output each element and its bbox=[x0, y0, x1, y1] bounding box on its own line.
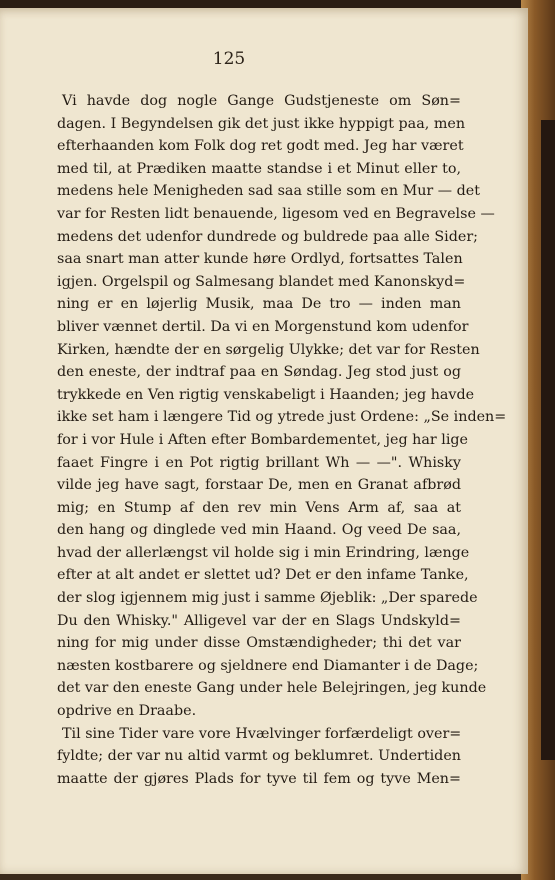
text-line: medens hele Menigheden sad saa stille som en Mur — det bbox=[57, 183, 481, 200]
body-text bbox=[57, 90, 507, 790]
text-line: ning for mig under disse Omstændigheder; thi det var bbox=[57, 635, 461, 652]
text-line: med til, at Prædiken maatte standse i et Minut eller to, bbox=[57, 160, 461, 177]
text-line: Vi havde dog nogle Gange Gudstjeneste om Søn= bbox=[62, 93, 461, 109]
text-line: var for Resten lidt benauende, ligesom ved en Begravelse — bbox=[57, 205, 495, 222]
text-line: den hang og dinglede ved min Haand. Og veed De saa, bbox=[57, 522, 461, 539]
text-line: hvad der allerlængst vil holde sig i min Erindring, længe bbox=[57, 544, 470, 561]
text-line: Du den Whisky." Alligevel var der en Slags Undskyld= bbox=[57, 612, 461, 629]
text-line: medens det udenfor dundrede og buldrede paa alle Sider; bbox=[57, 228, 478, 245]
text-line: ning er en løjerlig Musik, maa De tro — inden man bbox=[57, 296, 461, 313]
text-line: igjen. Orgelspil og Salmesang blandet med Kanonskyd= bbox=[57, 273, 466, 290]
text-line: opdrive en Draabe. bbox=[57, 703, 197, 720]
text-line: saa snart man atter kunde høre Ordlyd, fortsattes Talen bbox=[57, 251, 463, 268]
text-line: der slog igjennem mig just i samme Øjeblik: „Der sparede bbox=[57, 590, 478, 607]
book-page bbox=[0, 8, 528, 874]
text-line: næsten kostbarere og sjeldnere end Diamanter i de Dage; bbox=[57, 657, 479, 674]
book-spine-shadow bbox=[541, 120, 555, 760]
text-line: dagen. I Begyndelsen gik det just ikke hyppigt paa, men bbox=[57, 115, 466, 132]
text-line: det var den eneste Gang under hele Belejringen, jeg kunde bbox=[57, 680, 487, 697]
text-line: faaet Fingre i en Pot rigtig brillant Wh — —". Whisky bbox=[57, 454, 461, 471]
text-line: for i vor Hule i Aften efter Bombardementet, jeg har lige bbox=[57, 431, 469, 448]
page-number: 125 bbox=[212, 49, 246, 69]
text-line: vilde jeg have sagt, forstaar De, men en Granat afbrød bbox=[57, 477, 461, 494]
text-line: ikke set ham i længere Tid og ytrede just Ordene: „Se inden= bbox=[57, 409, 507, 426]
text-line: mig; en Stump af den rev min Vens Arm af, saa at bbox=[57, 499, 461, 516]
text-line: efter at alt andet er slettet ud? Det er den infame Tanke, bbox=[57, 567, 469, 584]
text-line: bliver vænnet dertil. Da vi en Morgenstund kom udenfor bbox=[57, 318, 469, 335]
text-line: den eneste, der indtraf paa en Søndag. Jeg stod just og bbox=[57, 364, 461, 381]
text-line: Til sine Tider vare vore Hvælvinger forfærdeligt over= bbox=[62, 725, 462, 742]
text-line: maatte der gjøres Plads for tyve til fem og tyve Men= bbox=[57, 770, 461, 787]
text-line: trykkede en Ven rigtig venskabeligt i Haanden; jeg havde bbox=[57, 386, 475, 403]
text-line: Kirken, hændte der en sørgelig Ulykke; det var for Resten bbox=[57, 341, 480, 358]
text-line: fyldte; der var nu altid varmt og beklumret. Undertiden bbox=[57, 748, 461, 765]
text-line: efterhaanden kom Folk dog ret godt med. Jeg har været bbox=[57, 138, 464, 155]
